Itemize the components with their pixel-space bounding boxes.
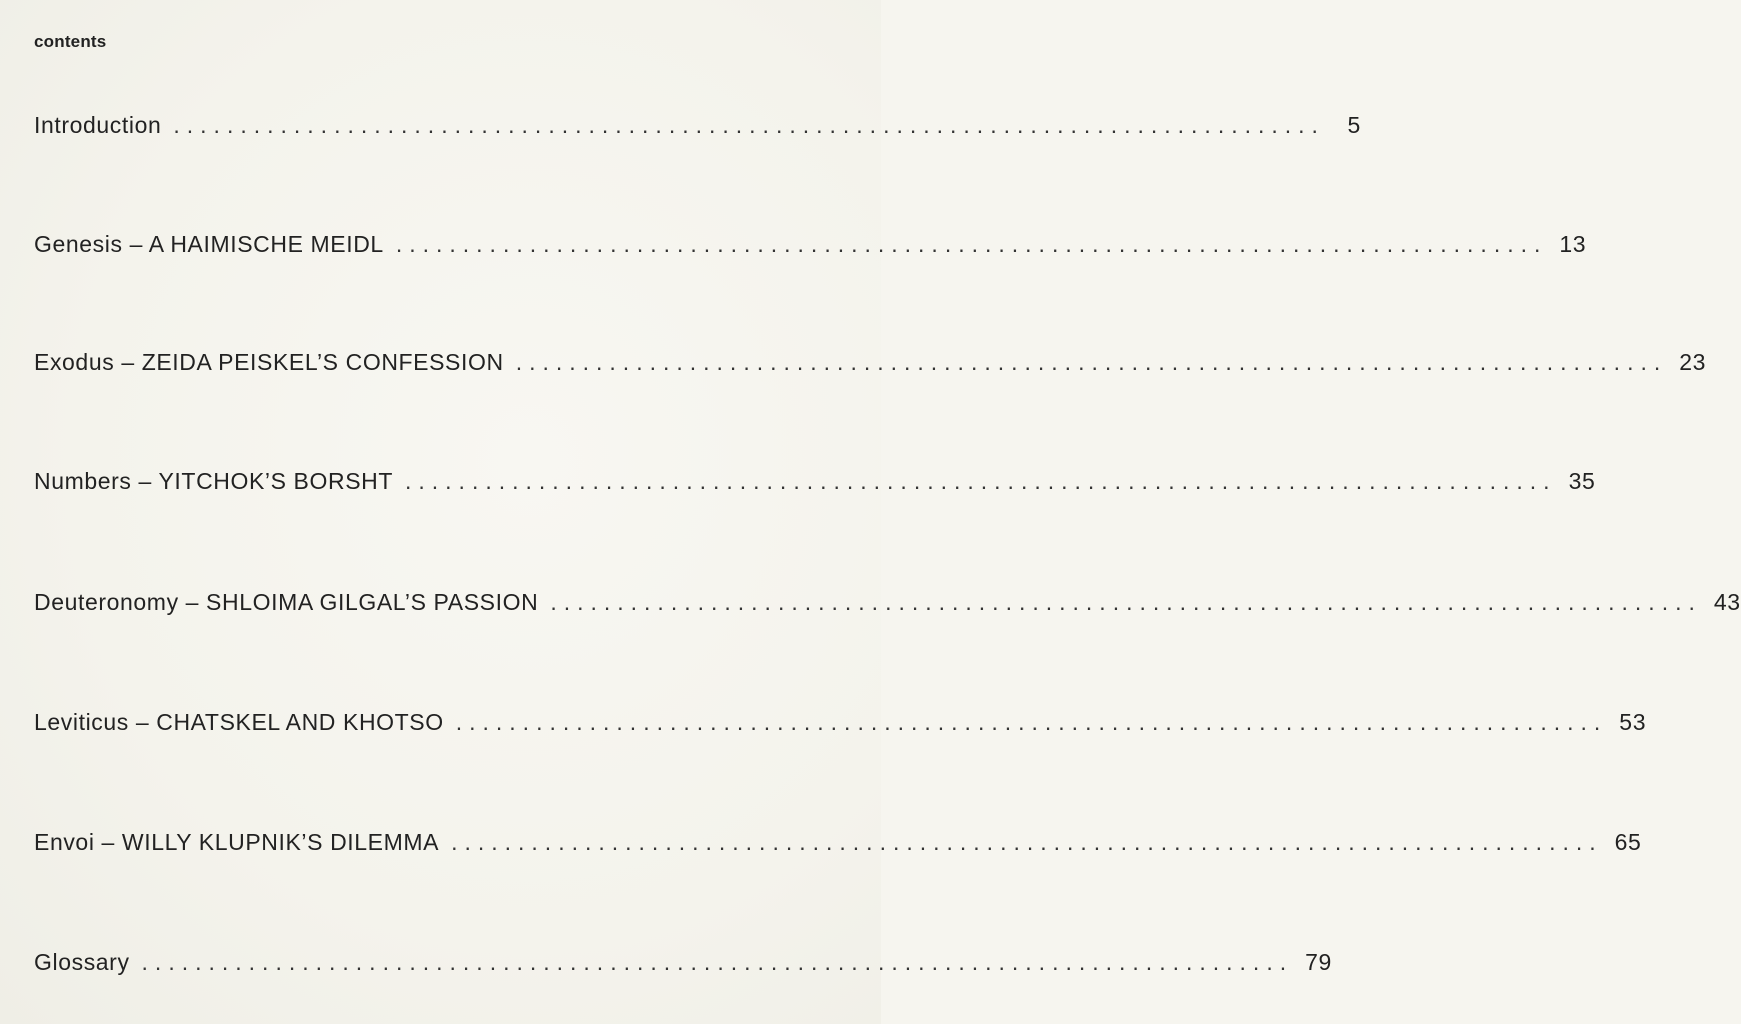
toc-book-name: Genesis [34,231,123,257]
toc-page-number: 13 [1559,231,1587,257]
toc-separator: – [178,589,207,615]
toc-page-number: 5 [1347,112,1361,138]
toc-book-name: Glossary [34,949,130,975]
toc-page-number: 23 [1679,349,1707,375]
toc-entry-deuteronomy [34,589,1741,625]
toc-chapter-title: WILLY KLUPNIK’S DILEMMA [121,829,440,855]
toc-separator: – [114,349,142,375]
toc-page-number: 43 [1713,589,1741,615]
dot-leader: ...................................................................................... [173,112,1325,138]
toc-page-number: 53 [1619,709,1647,735]
toc-chapter-title: YITCHOK’S BORSHT [158,468,393,494]
dot-leader: ...................................................................................... [550,589,1702,615]
dot-leader: ...................................................................................... [141,949,1294,975]
contents-heading: contents [34,32,107,51]
toc-entry-numbers [34,468,1596,504]
dot-leader: ...................................................................................... [455,709,1608,735]
toc-entry-genesis [34,231,1587,267]
toc-chapter-title: A HAIMISCHE MEIDL [148,231,384,257]
toc-book-name: Envoi [34,829,95,855]
dot-leader: ...................................................................................... [405,468,1557,494]
toc-entry-envoi [34,829,1642,865]
toc-separator: – [128,709,157,735]
toc-separator: – [131,468,159,494]
toc-chapter-title: CHATSKEL AND KHOTSO [156,709,444,735]
toc-page-number: 65 [1614,829,1642,855]
toc-book-name: Exodus [34,349,115,375]
toc-page-number: 79 [1305,949,1332,975]
toc-entry-introduction [34,112,1361,148]
toc-chapter-title: SHLOIMA GILGAL’S PASSION [206,589,539,615]
toc-page-number: 35 [1568,468,1596,494]
toc-chapter-title: ZEIDA PEISKEL’S CONFESSION [141,349,504,375]
toc-book-name: Leviticus [34,709,129,735]
dot-leader: ...................................................................................... [395,231,1548,257]
dot-leader: ...................................................................................... [451,829,1603,855]
dot-leader: ...................................................................................... [515,349,1668,375]
toc-entry-glossary [34,949,1332,985]
toc-entry-leviticus [34,709,1647,745]
toc-book-name: Numbers [34,468,132,494]
toc-entry-exodus [34,349,1707,385]
toc-separator: – [94,829,122,855]
toc-book-name: Deuteronomy [34,589,179,615]
toc-separator: – [122,231,149,257]
toc-book-name: Introduction [34,112,162,138]
